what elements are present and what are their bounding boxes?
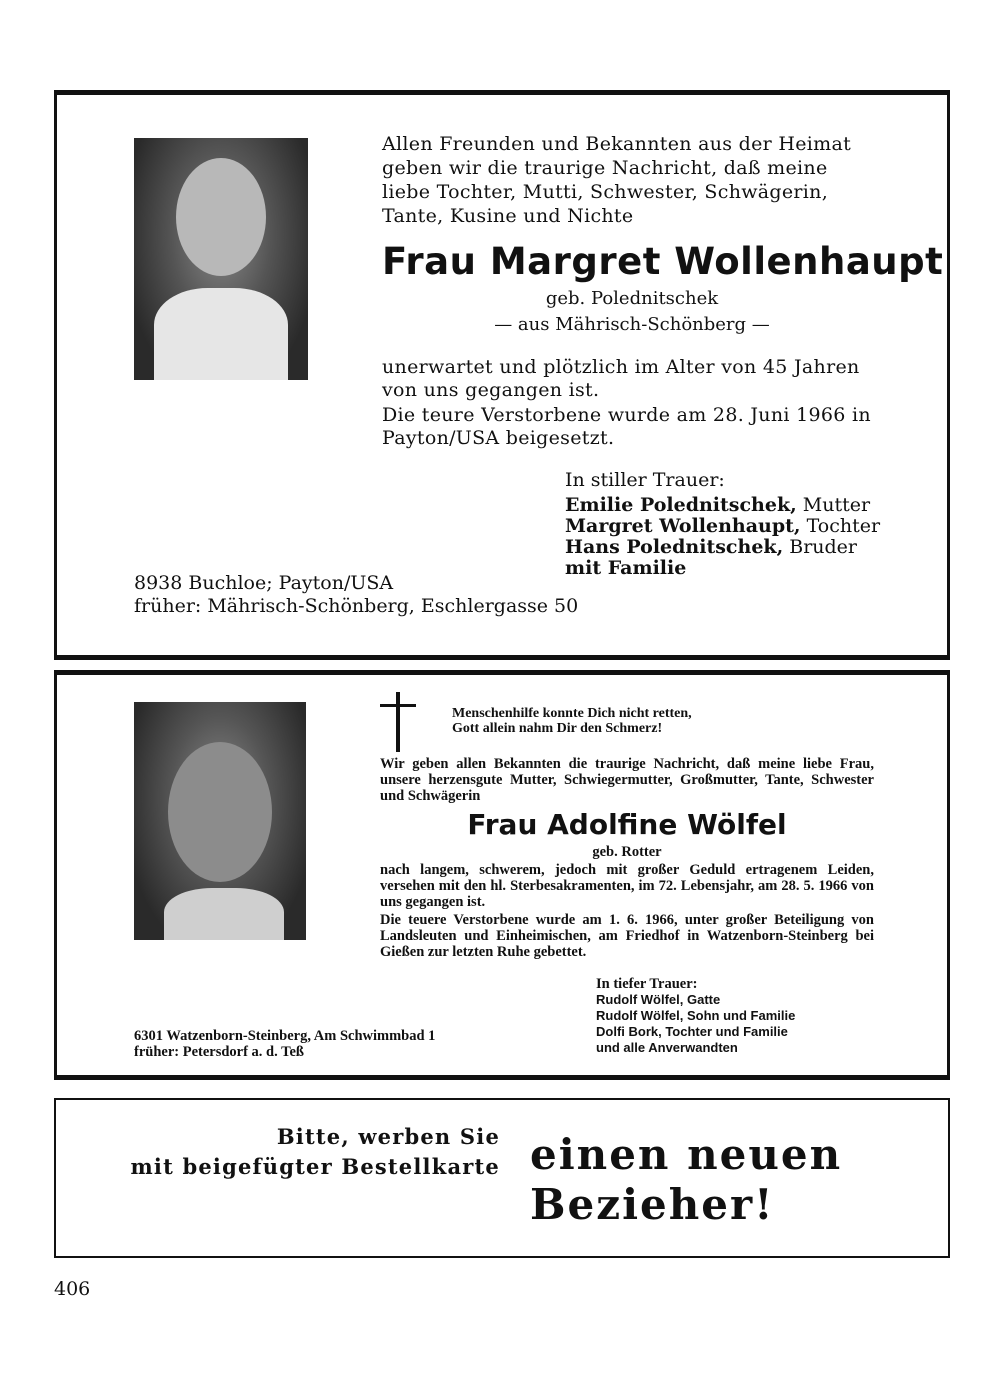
notice1-address-block	[134, 572, 594, 618]
notice1-body-2: Die teure Verstorbene wurde am 28. Juni 1966 in Payton/USA beigesetzt.	[382, 404, 871, 449]
mourner-row: Rudolf Wölfel, Sohn und Familie	[596, 1008, 796, 1023]
notice2-mourners	[596, 976, 886, 1056]
notice2-quote-line2: Gott allein nahm Dir den Schmerz!	[452, 721, 663, 736]
notice2-address-block	[134, 1028, 554, 1060]
notice2-address: 6301 Watzenborn-Steinberg, Am Schwimmbad 1	[134, 1028, 436, 1044]
mourner-row: Margret Wollenhaupt, Tochter	[565, 515, 881, 537]
cross-icon	[378, 692, 418, 752]
notice2-intro: Wir geben allen Bekannten die traurige Nachricht, daß meine liebe Frau, unsere herzensgute Mutter, Schwiegermutter, Großmutter, Tante, Schwester und Schwägerin	[380, 756, 874, 804]
notice1-mourning-label: In stiller Trauer:	[565, 469, 725, 491]
mourner-row: Emilie Polednitschek, Mutter	[565, 494, 871, 516]
notice2-mourning-label: In tiefer Trauer:	[596, 976, 698, 992]
advert-line2: mit beigefügter Bestellkarte	[130, 1154, 500, 1179]
notice1-address: 8938 Buchloe; Payton/USA	[134, 572, 394, 594]
advert-big-line2: Bezieher!	[530, 1180, 775, 1229]
page-number: 406	[54, 1278, 91, 1300]
notice1-intro: Allen Freunden und Bekannten aus der Heimat geben wir die traurige Nachricht, daß meine liebe Tochter, Mutti, Schwester, Schwägerin, Tante, Kusine und Nichte	[382, 133, 852, 227]
notice2-quote	[452, 706, 872, 736]
mourner-row: mit Familie	[565, 557, 687, 579]
notice2-body	[380, 862, 874, 960]
portrait-photo-adolfine	[134, 702, 306, 940]
notice2-body-2: Die teuere Verstorbene wurde am 1. 6. 1966, unter großer Beteiligung von Landsleuten und Einheimischen, am Friedhof in Watzenborn-Steinberg bei Gießen zur letzten Ruhe gebettet.	[380, 912, 874, 960]
notice1-body-1: unerwartet und plötzlich im Alter von 45 Jahren von uns gegangen ist.	[382, 356, 860, 401]
notice2-body-1: nach langem, schwerem, jedoch mit großer Geduld ertragenem Leiden, versehen mit den hl. Sterbesakramenten, im 72. Lebensjahr, am 28. 5. 1966 von uns gegangen ist.	[380, 862, 874, 910]
notice1-deceased-name: Frau Margret Wollenhaupt	[382, 240, 944, 283]
mourner-row: Dolfi Bork, Tochter und Familie	[596, 1024, 788, 1039]
notice2-maiden-name: geb. Rotter	[592, 844, 662, 860]
notice1-former-address: früher: Mährisch-Schönberg, Eschlergasse 50	[134, 595, 579, 617]
notice1-origin: — aus Mährisch-Schönberg —	[494, 314, 770, 335]
notice1-maiden-name: geb. Polednitschek	[545, 288, 719, 309]
portrait-photo-margret	[134, 138, 308, 380]
mourner-row: Rudolf Wölfel, Gatte	[596, 992, 721, 1007]
notice1-body	[382, 356, 882, 450]
advert-line1: Bitte, werben Sie	[276, 1124, 500, 1149]
advert-big-text	[530, 1130, 940, 1230]
notice2-quote-line1: Menschenhilfe konnte Dich nicht retten,	[452, 706, 692, 721]
notice2-deceased-name: Frau Adolfine Wölfel	[467, 808, 787, 841]
mourner-row: und alle Anverwandten	[596, 1040, 738, 1055]
mourner-row: Hans Polednitschek, Bruder	[565, 536, 858, 558]
advert-small-text	[70, 1122, 500, 1182]
notice1-mourners	[565, 470, 905, 579]
notice2-former-address: früher: Petersdorf a. d. Teß	[134, 1044, 304, 1060]
advert-big-line1: einen neuen	[530, 1130, 843, 1179]
